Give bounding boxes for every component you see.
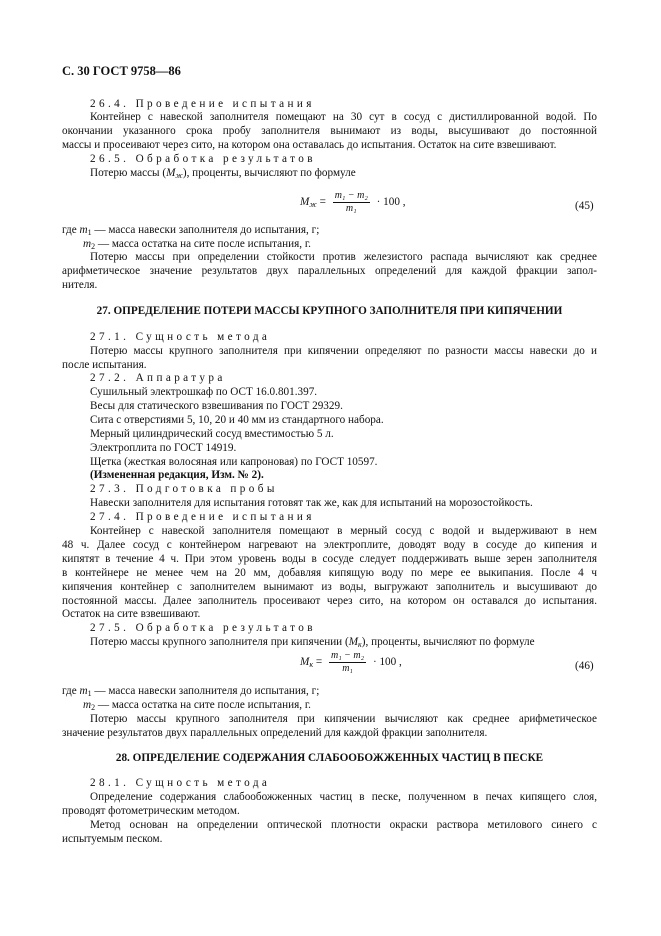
section-26-5-intro: Потерю массы $(M_ж)$, проценты, вычисляют по формуле (90, 167, 356, 180)
section-27-4-line: в контейнере не менее чем на 20 мм, добавляя кипящую воду по мере ее выкипания. После 4 ч (62, 567, 597, 579)
page-header: С. 30 ГОСТ 9758—86 (62, 64, 181, 78)
section-28-1-title: 28.1. Сущность метода (90, 777, 271, 789)
where-m1-46: где $m_1$ — масса навески заполнителя до испытания, г; (62, 685, 320, 698)
note-26-5-line-1: Потерю массы при определении стойкости против железистого распада вычисляют как среднее (90, 251, 597, 263)
note-26-5-line-2: арифметическое значение результатов двух параллельных определений для каждой фракции запол- (62, 265, 597, 277)
section-27-4-line: 48 ч. Далее сосуд с контейнером нагревают на электроплите, доводят воду в сосуде до кипения и (62, 539, 597, 551)
note-27-5-line-1: Потерю массы крупного заполнителя при кипячении вычисляют как среднее арифметическое (90, 713, 597, 725)
section-26-4-title: 26.4. Проведение испытания (90, 98, 315, 110)
section-27-4-line: Остаток на сите взвешивают. (62, 608, 201, 620)
equipment-item: Мерный цилиндрический сосуд вместимостью 5 л. (90, 428, 334, 440)
section-28-1-line-2: проводят фотометрическим методом. (62, 805, 240, 817)
equipment-item: Весы для статического взвешивания по ГОСТ 29329. (90, 400, 343, 412)
formula-46: $M_к$ = $\frac{\text{m₁ − m₂}}{\text{m₁}}$ · 100 , (300, 650, 402, 674)
amendment-note: (Измененная редакция, Изм. № 2). (90, 469, 264, 481)
equipment-item: Щетка (жесткая волосяная или капроновая) по ГОСТ 10597. (90, 456, 378, 468)
equipment-item: Электроплита по ГОСТ 14919. (90, 442, 237, 454)
note-27-5-line-2: значение результатов двух параллельных определений для каждой фракции заполнителя. (62, 727, 488, 739)
section-27-5-title: 27.5. Обработка результатов (90, 622, 316, 634)
section-28-1-line-1: Определение содержания слабообожженных частиц в песке, полученном в печах кипящего слоя, (90, 791, 597, 803)
section-26-4-line-3: массы и просеивают через сито, на котором она оставалась до испытания. Остаток на сите взвешивают. (62, 139, 557, 151)
section-28-method-line-1: Метод основан на определении оптической плотности окраски раствора метилового синего с (90, 819, 597, 831)
section-27-2-title: 27.2. Аппаратура (90, 372, 226, 384)
section-26-5-title: 26.5. Обработка результатов (90, 153, 316, 165)
section-27-4-line: постоянной массы. Далее заполнитель просеивают через сито, на котором он оставался до испытания. (62, 595, 597, 607)
where-m2-46: $m_2$ — масса остатка на сите после испытания, г. (83, 699, 311, 712)
formula-45: $M_ж$ = $\frac{\text{m₁ − m₂}}{\text{m₁}}$ · 100 , (300, 190, 406, 214)
section-28-heading: 28. ОПРЕДЕЛЕНИЕ СОДЕРЖАНИЯ СЛАБООБОЖЖЕННЫХ ЧАСТИЦ В ПЕСКЕ (115, 752, 544, 764)
section-27-3-title: 27.3. Подготовка пробы (90, 483, 278, 495)
section-27-heading: 27. ОПРЕДЕЛЕНИЕ ПОТЕРИ МАССЫ КРУПНОГО ЗАПОЛНИТЕЛЯ ПРИ КИПЯЧЕНИИ (96, 305, 563, 317)
section-27-1-title: 27.1. Сущность метода (90, 331, 271, 343)
where-m1-45: где $m_1$ — масса навески заполнителя до испытания, г; (62, 224, 320, 237)
section-27-3-text: Навески заполнителя для испытания готовят так же, как для испытаний на морозостойкость. (90, 497, 533, 509)
section-26-4-line-2: окончании указанного срока пробу заполнителя вынимают из воды, высушивают до постоянной (62, 125, 597, 137)
section-27-1-line-1: Потерю массы крупного заполнителя при кипячении определяют по разности массы навески до и (90, 345, 597, 357)
note-26-5-line-3: нителя. (62, 279, 98, 291)
where-m2-45: $m_2$ — масса остатка на сите после испытания, г. (83, 238, 311, 251)
equation-number-45: (45) (575, 200, 594, 212)
section-28-method-line-2: испытуемым песком. (62, 833, 163, 845)
section-27-5-intro: Потерю массы крупного заполнителя при кипячении $(M_к)$, проценты, вычисляют по формуле (90, 636, 535, 649)
section-27-4-line: Контейнер с навеской заполнителя помещают в мерный сосуд с водой и выдерживают в нем (90, 525, 597, 537)
section-27-4-line: кипятят в течение 4 ч. При этом уровень воды в сосуде следует поддерживать выше зерен заполнителя (62, 553, 597, 565)
section-27-4-line: кипячения контейнер с заполнителем вынимают из воды, выгружают заполнитель и высушивают до (62, 581, 597, 593)
section-26-4-line-1: Контейнер с навеской заполнителя помещают на 30 сут в сосуд с дистиллированной водой. По (90, 111, 597, 123)
section-27-1-line-2: после испытания. (62, 359, 147, 371)
equation-number-46: (46) (575, 660, 594, 672)
equipment-item: Сита с отверстиями 5, 10, 20 и 40 мм из стандартного набора. (90, 414, 384, 426)
section-27-4-title: 27.4. Проведение испытания (90, 511, 315, 523)
equipment-item: Сушильный электрошкаф по ОСТ 16.0.801.397. (90, 386, 318, 398)
